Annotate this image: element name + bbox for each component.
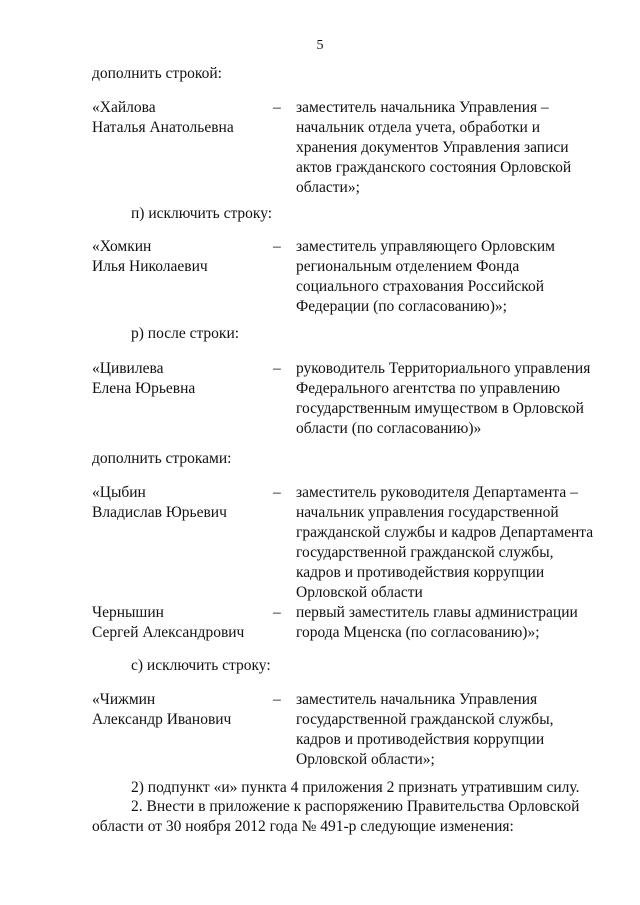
entry-description: заместитель начальника Управления государственной гражданской службы, кадров и противодействия коррупции Орловской области»;	[296, 691, 554, 768]
entry-dash: –	[273, 360, 281, 377]
entry-description: первый заместитель главы администрации города Мценска (по согласованию)»;	[296, 604, 578, 641]
entry-description: заместитель начальника Управления – начальник отдела учета, обработки и хранения документов Управления записи актов гражданского состояния Орловской области»;	[296, 99, 572, 196]
entry-name: «Цивилева Елена Юрьевна	[92, 360, 196, 397]
paragraph-item-2-line1: 2. Внести в приложение к распоряжению Правительства Орловской	[131, 798, 580, 815]
entry-description: заместитель управляющего Орловским региональным отделением Фонда социального страхования Российской Федерации (по согласованию)»;	[296, 238, 555, 315]
paragraph-add-line: дополнить строкой:	[92, 65, 222, 82]
paragraph-item-2-line2: области от 30 ноября 2012 года № 491-р следующие изменения:	[92, 818, 514, 835]
entry-name: «Цыбин Владислав Юрьевич	[92, 484, 227, 521]
paragraph-exclude-line-s: с) исключить строку:	[131, 657, 271, 674]
entry-name: Чернышин Сергей Александрович	[92, 604, 245, 641]
entry-dash: –	[273, 484, 281, 501]
paragraph-after-line: р) после строки:	[131, 325, 240, 342]
entry-dash: –	[273, 99, 281, 116]
paragraph-add-lines: дополнить строками:	[92, 450, 232, 467]
page-number: 5	[316, 38, 324, 53]
entry-name: «Хомкин Илья Николаевич	[92, 238, 208, 275]
entry-description: руководитель Территориального управления Федерального агентства по управлению государственным имуществом в Орловской области (по согласованию)»	[296, 360, 591, 437]
entry-dash: –	[273, 238, 281, 255]
entry-name: «Хайлова Наталья Анатольевна	[92, 99, 234, 136]
entry-dash: –	[273, 604, 281, 621]
entry-name: «Чижмин Александр Иванович	[92, 691, 232, 728]
entry-dash: –	[273, 691, 281, 708]
entry-description: заместитель руководителя Департамента – начальник управления государственной гражданской службы и кадров Департамента государственной гражданской службы, кадров и противодействия коррупции Орловской области	[296, 484, 594, 601]
paragraph-subitem-2: 2) подпункт «и» пункта 4 приложения 2 признать утратившим силу.	[131, 779, 580, 796]
paragraph-exclude-line-p: п) исключить строку:	[131, 205, 273, 222]
